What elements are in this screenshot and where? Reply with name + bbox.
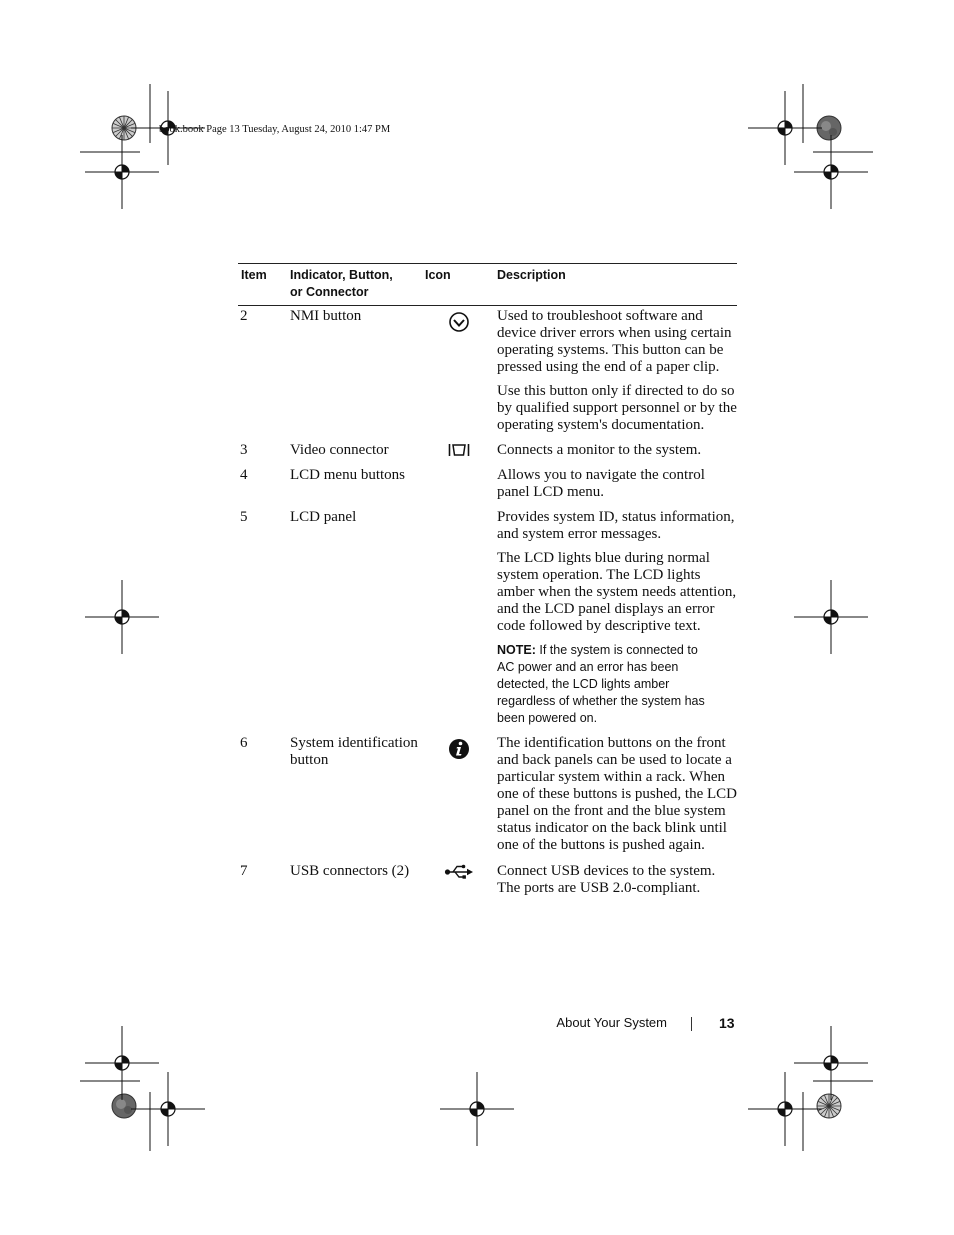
note-label: NOTE:	[497, 643, 536, 657]
description-paragraph: The LCD lights blue during normal system operation. The LCD lights amber when the system needs attention, and the LCD panel displays an error code followed by descriptive text.	[497, 550, 737, 634]
header-icon: Icon	[425, 268, 451, 282]
table-header	[238, 263, 737, 306]
row-indicator: LCD menu buttons	[290, 467, 405, 483]
description-paragraph: The identification buttons on the front and back panels can be used to locate a particular system within a rack. When one of these buttons is pushed, the LCD panel on the front and the blue system status indicator on the back blink until one of the buttons is pushed again.	[497, 735, 737, 853]
row-indicator: LCD panel	[290, 509, 357, 525]
note	[497, 642, 709, 727]
usb-icon	[444, 863, 474, 881]
row-description	[497, 308, 737, 441]
description-paragraph: Provides system ID, status information, and system error messages.	[497, 509, 735, 542]
row-description	[497, 863, 737, 904]
info-icon	[444, 738, 474, 760]
description-paragraph: Connects a monitor to the system.	[497, 442, 702, 458]
row-description	[497, 509, 737, 734]
row-description	[497, 735, 737, 861]
row-item-number: 3	[240, 442, 248, 458]
video-connector-icon	[444, 443, 474, 457]
page-number: 13	[719, 1015, 735, 1031]
header-indicator-line2: or Connector	[290, 285, 369, 299]
row-item-number: 7	[240, 863, 248, 879]
note-text: If the system is connected to AC power and an error has been detected, the LCD lights amber regardless of whether the system has been powered on.	[497, 643, 705, 725]
row-item-number: 5	[240, 509, 248, 525]
row-indicator: Video connector	[290, 442, 389, 458]
row-item-number: 2	[240, 308, 248, 324]
row-description	[497, 442, 737, 466]
row-item-number: 6	[240, 735, 248, 751]
description-paragraph: Connect USB devices to the system. The ports are USB 2.0-compliant.	[497, 863, 716, 896]
footer-separator	[691, 1017, 692, 1031]
row-indicator: NMI button	[290, 308, 362, 324]
row-indicator: System identification button	[290, 735, 418, 768]
header-indicator-line1: Indicator, Button,	[290, 268, 393, 282]
description-paragraph: Used to troubleshoot software and device driver errors when using certain operating systems. This button can be pressed using the end of a paper clip.	[497, 308, 732, 375]
description-paragraph: Use this button only if directed to do so by qualified support personnel or by the operating system's documentation.	[497, 383, 737, 433]
row-description	[497, 467, 737, 508]
header-item: Item	[241, 268, 267, 282]
page-footer	[0, 1015, 954, 1033]
header-indicator	[290, 267, 393, 301]
header-description: Description	[497, 268, 566, 282]
description-paragraph: Allows you to navigate the control panel LCD menu.	[497, 467, 705, 500]
section-title: About Your System	[556, 1015, 667, 1030]
print-info: book.book Page 13 Tuesday, August 24, 2010 1:47 PM	[159, 124, 391, 135]
row-item-number: 4	[240, 467, 248, 483]
nmi-icon	[444, 311, 474, 333]
row-indicator: USB connectors (2)	[290, 863, 410, 879]
components-table	[238, 263, 737, 896]
